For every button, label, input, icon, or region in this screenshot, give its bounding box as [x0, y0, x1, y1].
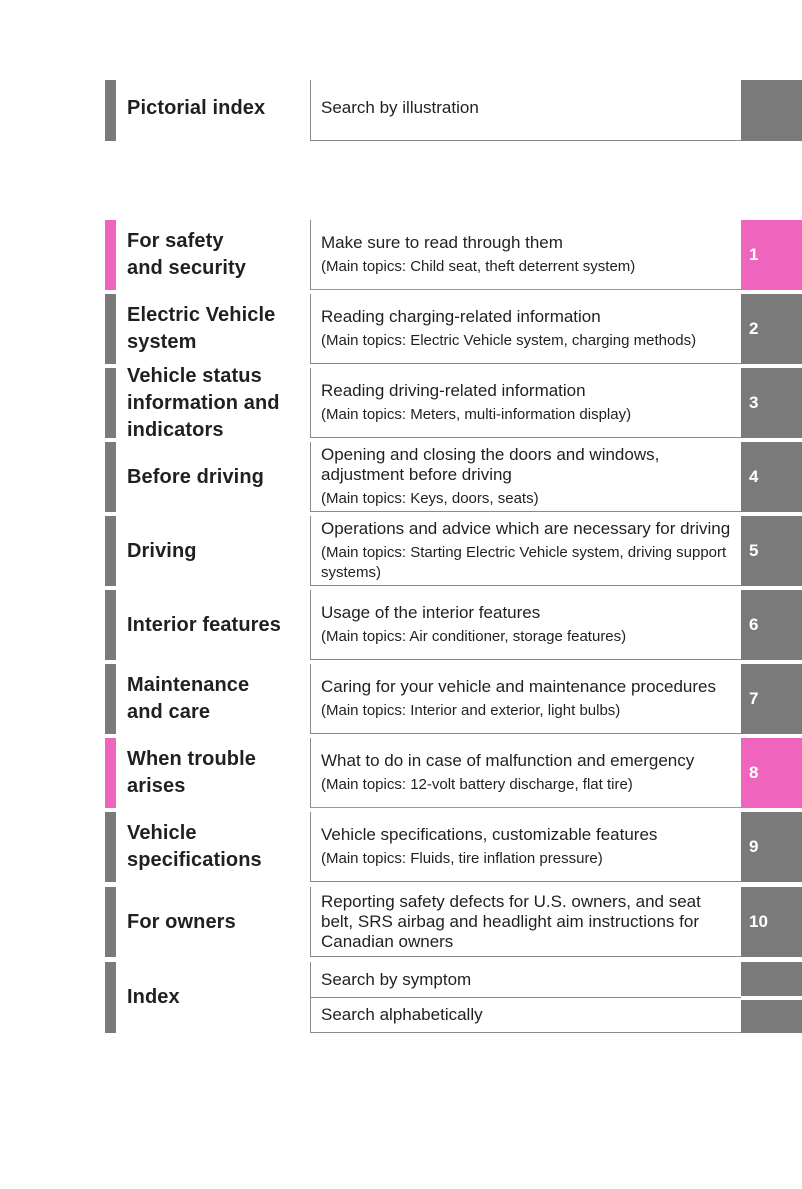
- chapter-row-5[interactable]: [0, 516, 802, 586]
- description-text: Search by illustration: [321, 98, 479, 117]
- chapter-description: [310, 664, 741, 734]
- chapter-description: [310, 294, 741, 364]
- chapter-tab-5[interactable]: 5: [741, 516, 802, 586]
- section-marker-bar: [105, 516, 116, 586]
- chapter-row-1[interactable]: [0, 220, 802, 290]
- chapter-description: [310, 220, 741, 290]
- chapter-row-7[interactable]: [0, 664, 802, 734]
- chapter-description: [310, 590, 741, 660]
- chapter-tab-6[interactable]: 6: [741, 590, 802, 660]
- chapter-row-8[interactable]: [0, 738, 802, 808]
- chapter-summary: Reading driving-related information: [321, 380, 586, 400]
- search-by-symptom-link[interactable]: Search by symptom: [311, 962, 741, 998]
- chapter-summary: Reporting safety defects for U.S. owners, and seat belt, SRS airbag and headlight aim instructions for Canadian owners: [321, 891, 701, 951]
- chapter-description: [310, 812, 741, 882]
- section-marker-bar: [105, 220, 116, 290]
- index-row[interactable]: [0, 962, 802, 1033]
- index-title: Index: [127, 986, 180, 1008]
- section-marker-bar: [105, 812, 116, 882]
- chapter-tab-4[interactable]: 4: [741, 442, 802, 512]
- chapter-main-topics: (Main topics: Child seat, theft deterrent system): [321, 257, 636, 275]
- chapter-main-topics: (Main topics: 12-volt battery discharge, flat tire): [321, 775, 633, 793]
- chapter-summary: Operations and advice which are necessary for driving: [321, 518, 731, 538]
- chapter-title: Driving: [127, 539, 197, 562]
- chapter-tab-3[interactable]: 3: [741, 368, 802, 438]
- section-marker-bar: [105, 887, 116, 957]
- chapter-description: [310, 887, 741, 957]
- chapter-title: Electric Vehicle system: [127, 304, 276, 353]
- index-links: [310, 962, 741, 1033]
- chapter-description: [310, 516, 741, 586]
- chapter-main-topics: (Main topics: Air conditioner, storage features): [321, 627, 627, 645]
- chapter-tab-2[interactable]: 2: [741, 294, 802, 364]
- chapter-row-9[interactable]: [0, 812, 802, 882]
- chapter-title: When trouble arises: [127, 748, 256, 797]
- chapter-tab-7[interactable]: 7: [741, 664, 802, 734]
- section-marker-bar: [105, 294, 116, 364]
- chapter-title: For owners: [127, 910, 236, 933]
- chapter-summary: Usage of the interior features: [321, 602, 541, 622]
- section-marker-bar: [105, 962, 116, 1033]
- chapter-title: Interior features: [127, 613, 281, 636]
- chapter-summary: Caring for your vehicle and maintenance procedures: [321, 676, 717, 696]
- chapter-summary: Vehicle specifications, customizable features: [321, 824, 658, 844]
- chapter-row-2[interactable]: [0, 294, 802, 364]
- chapter-main-topics: (Main topics: Starting Electric Vehicle system, driving support systems): [321, 543, 727, 581]
- section-marker-bar: [105, 80, 116, 141]
- chapter-row-3[interactable]: [0, 364, 802, 441]
- chapter-description: [310, 738, 741, 808]
- chapter-summary: Opening and closing the doors and windows, adjustment before driving: [321, 444, 660, 484]
- section-marker-bar: [105, 368, 116, 438]
- chapter-row-4[interactable]: [0, 442, 802, 512]
- chapter-summary: Make sure to read through them: [321, 232, 563, 252]
- chapter-title: Before driving: [127, 465, 264, 488]
- pictorial-index-title: Pictorial index: [127, 97, 266, 119]
- chapter-tab-9[interactable]: 9: [741, 812, 802, 882]
- index-alphabetical-tab[interactable]: [741, 1000, 802, 1033]
- chapter-row-10[interactable]: [0, 887, 802, 957]
- chapter-title: Maintenance and care: [127, 674, 250, 723]
- chapter-main-topics: (Main topics: Meters, multi-information display): [321, 405, 632, 423]
- section-marker-bar: [105, 590, 116, 660]
- chapter-main-topics: (Main topics: Keys, doors, seats): [321, 489, 539, 507]
- chapter-title: Vehicle status information and indicators: [127, 364, 280, 441]
- chapter-description: [310, 368, 741, 438]
- chapter-main-topics: (Main topics: Fluids, tire inflation pressure): [321, 849, 603, 867]
- pictorial-index-row[interactable]: [0, 80, 802, 141]
- chapter-summary: Reading charging-related information: [321, 306, 601, 326]
- chapter-main-topics: (Main topics: Interior and exterior, light bulbs): [321, 701, 621, 719]
- pictorial-index-description: [310, 80, 741, 141]
- chapter-row-6[interactable]: [0, 590, 802, 660]
- chapter-summary: What to do in case of malfunction and emergency: [321, 750, 695, 770]
- chapter-main-topics: (Main topics: Electric Vehicle system, charging methods): [321, 331, 697, 349]
- index-symptom-tab[interactable]: [741, 962, 802, 996]
- pictorial-index-tab[interactable]: [741, 80, 802, 141]
- section-marker-bar: [105, 664, 116, 734]
- section-marker-bar: [105, 442, 116, 512]
- chapter-title: Vehicle specifications: [127, 822, 262, 871]
- chapter-title: For safety and security: [127, 230, 247, 279]
- chapter-tab-8[interactable]: 8: [741, 738, 802, 808]
- section-marker-bar: [105, 738, 116, 808]
- chapter-tab-10[interactable]: 10: [741, 887, 802, 957]
- chapter-description: [310, 442, 741, 512]
- chapter-tab-1[interactable]: 1: [741, 220, 802, 290]
- search-alphabetically-link[interactable]: Search alphabetically: [311, 998, 741, 1033]
